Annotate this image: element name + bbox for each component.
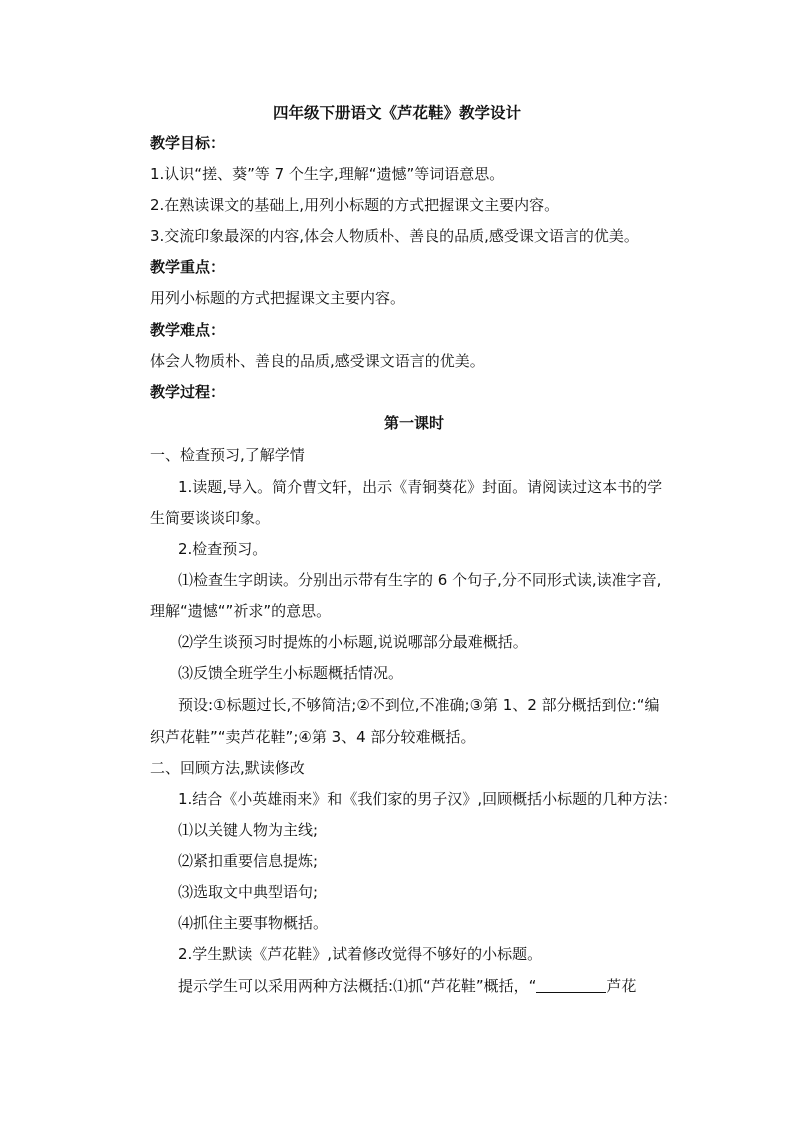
- list-item: ⑷抓住主要事物概括。: [178, 914, 329, 932]
- paragraph-line: 织芦花鞋”“卖芦花鞋”;④第 3、4 部分较难概括。: [150, 728, 476, 746]
- paragraph-line: 理解“遗憾“”祈求”的意思。: [150, 602, 332, 620]
- list-item: ⑵紧扣重要信息提炼;: [178, 852, 319, 870]
- paragraph-line: 生简要谈谈印象。: [150, 509, 271, 527]
- paragraph-line: 1.读题,导入。简介曹文轩，出示《青铜葵花》封面。请阅读过这本书的学: [178, 478, 663, 496]
- goal-item-3: 3.交流印象最深的内容,体会人物质朴、善良的品质,感受课文语言的优美。: [150, 227, 639, 245]
- goal-item-1: 1.认识“搓、葵”等 7 个生字,理解“遗憾”等词语意思。: [150, 165, 505, 183]
- part-2-heading: 二、回顾方法,默读修改: [150, 759, 305, 777]
- paragraph-line: 2.学生默读《芦花鞋》,试着修改觉得不够好的小标题。: [178, 945, 543, 963]
- hint-suffix: 芦花: [606, 977, 637, 995]
- paragraph-line: ⑶反馈全班学生小标题概括情况。: [178, 664, 404, 682]
- part-1-heading: 一、检查预习,了解学情: [150, 446, 305, 464]
- paragraph-line: ⑴检查生字朗读。分别出示带有生字的 6 个句子,分不同形式读,读准字音,: [178, 571, 662, 589]
- goals-heading: 教学目标：: [150, 134, 226, 152]
- paragraph-line: 1.结合《小英雄雨来》和《我们家的男子汉》,回顾概括小标题的几种方法：: [178, 790, 678, 808]
- document-title: 四年级下册语文《芦花鞋》教学设计: [272, 104, 521, 122]
- hint-prefix: 提示学生可以采用两种方法概括:⑴抓“芦花鞋”概括，“: [178, 977, 537, 995]
- fill-in-blank: [536, 978, 606, 993]
- goal-item-2: 2.在熟读课文的基础上,用列小标题的方式把握课文主要内容。: [150, 196, 560, 214]
- difficulty-text: 体会人物质朴、善良的品质,感受课文语言的优美。: [150, 352, 485, 370]
- lesson-title: 第一课时: [383, 414, 444, 432]
- difficulty-heading: 教学难点：: [150, 321, 226, 339]
- paragraph-line: 2.检查预习。: [178, 540, 268, 558]
- key-points-text: 用列小标题的方式把握课文主要内容。: [150, 289, 406, 307]
- paragraph-line: 预设:①标题过长,不够简洁;②不到位,不准确;③第 1、2 部分概括到位:“编: [178, 696, 660, 714]
- list-item: ⑶选取文中典型语句;: [178, 883, 319, 901]
- process-heading: 教学过程：: [150, 383, 226, 401]
- hint-line: [178, 976, 636, 996]
- paragraph-line: ⑵学生谈预习时提炼的小标题,说说哪部分最难概括。: [178, 633, 528, 651]
- list-item: ⑴以关键人物为主线;: [178, 821, 319, 839]
- key-points-heading: 教学重点：: [150, 258, 226, 276]
